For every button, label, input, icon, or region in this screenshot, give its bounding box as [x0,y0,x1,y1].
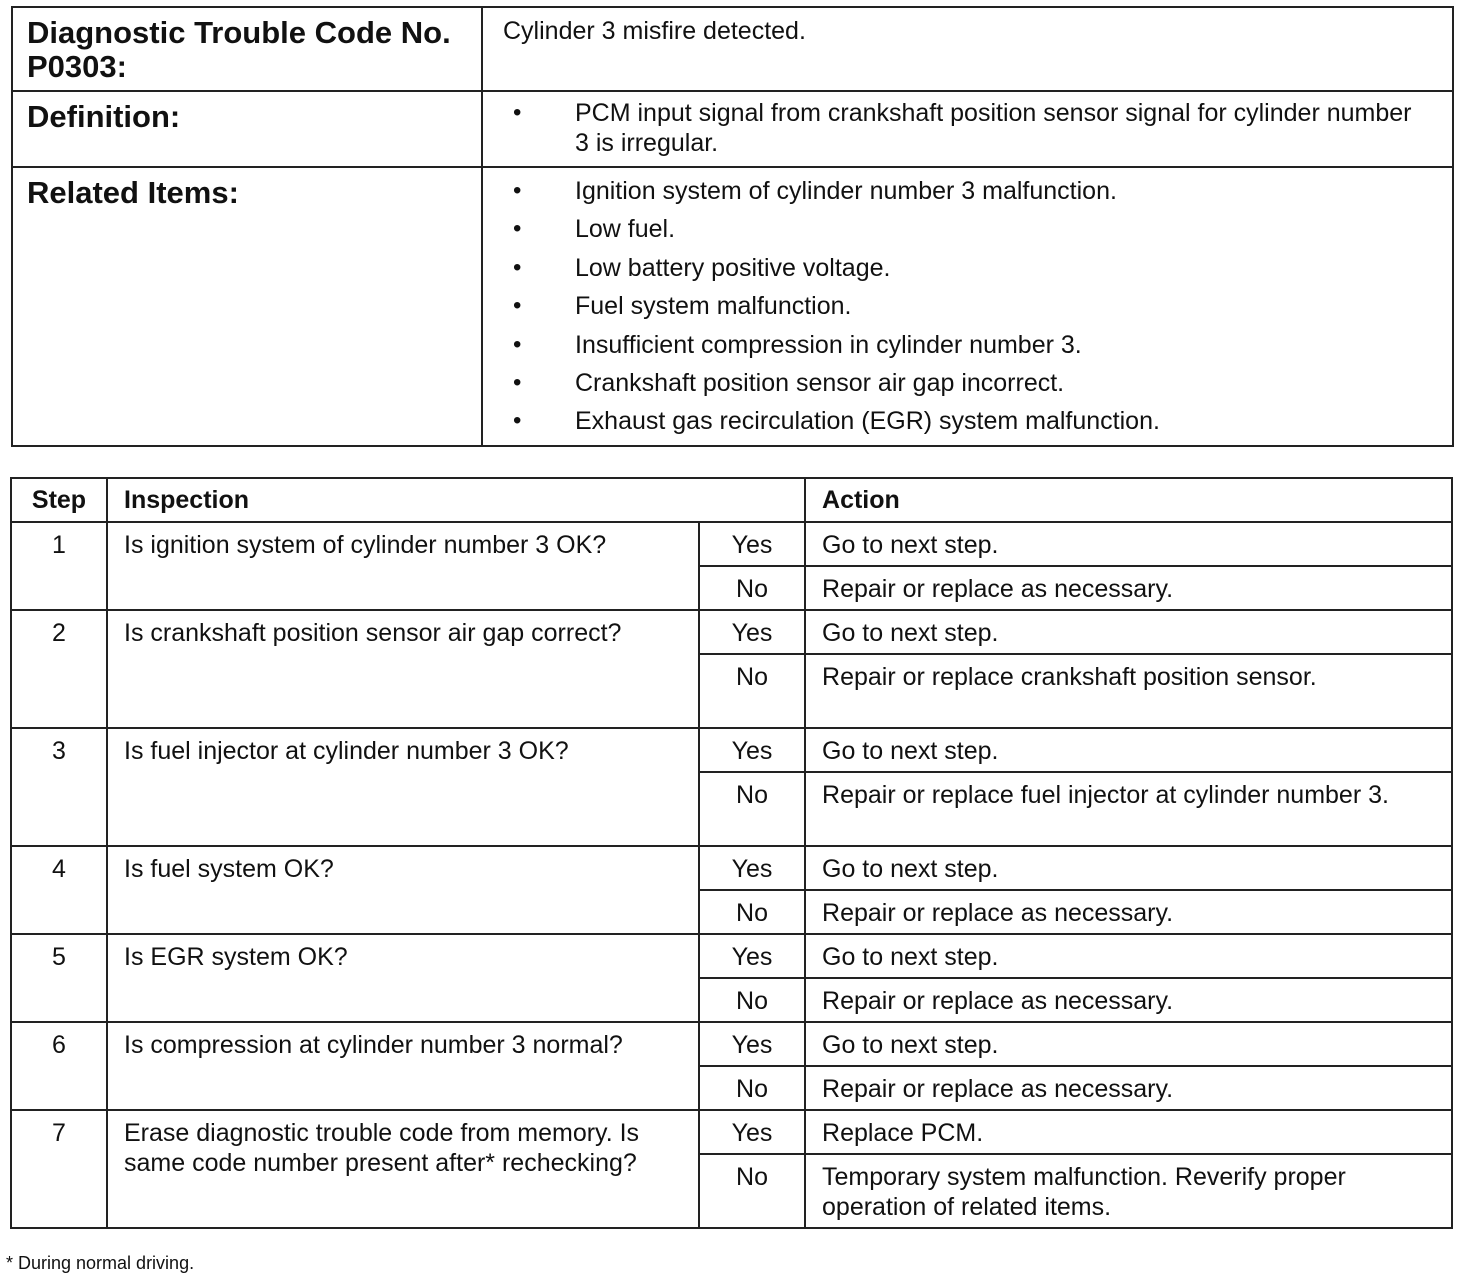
definition-label-cell [12,91,482,167]
yes-action: Replace PCM. [805,1110,1452,1154]
related-item: • Low battery positive voltage. [513,253,891,282]
no-label: No [699,978,805,1022]
related-item: • Low fuel. [513,215,676,244]
bullet-icon: • [513,330,522,358]
no-label: No [699,1154,805,1228]
table-row [11,1022,1452,1066]
yes-label: Yes [699,846,805,890]
yes-action: Go to next step. [805,934,1452,978]
no-label: No [699,1066,805,1110]
column-header-inspection: Inspection [107,478,805,522]
no-action: Repair or replace crankshaft position sensor. [805,654,1452,728]
diagnostic-steps-table [10,477,1453,1229]
no-action: Repair or replace as necessary. [805,978,1452,1022]
step-number: 7 [11,1110,107,1228]
bullet-icon: • [513,177,522,204]
no-label: No [699,566,805,610]
definition-label: Definition: [27,99,181,134]
yes-action: Go to next step. [805,1022,1452,1066]
no-label: No [699,890,805,934]
no-label: No [699,654,805,728]
table-row [11,522,1452,566]
related-value-cell [482,167,1453,446]
yes-label: Yes [699,522,805,566]
dtc-info-table [11,6,1454,447]
related-item: • Fuel system malfunction. [513,292,852,321]
yes-label: Yes [699,934,805,978]
bullet-icon: • [513,253,522,281]
related-item: • Exhaust gas recirculation (EGR) system malfunction. [513,407,1160,436]
table-row [11,934,1452,978]
yes-action: Go to next step. [805,610,1452,654]
related-item: • Ignition system of cylinder number 3 malfunction. [513,177,1117,205]
inspection-text: Is EGR system OK? [107,934,699,1022]
no-label: No [699,772,805,846]
related-item: • Crankshaft position sensor air gap incorrect. [513,368,1065,397]
table-row [11,610,1452,654]
yes-label: Yes [699,1110,805,1154]
definition-item: • PCM input signal from crankshaft position sensor signal for cylinder number 3 is irregular. [513,99,1412,157]
dtc-label-cell [12,7,482,91]
related-label-cell [12,167,482,446]
yes-action: Go to next step. [805,846,1452,890]
yes-label: Yes [699,1022,805,1066]
column-header-action: Action [805,478,1452,522]
no-action: Temporary system malfunction. Reverify proper operation of related items. [805,1154,1452,1228]
table-row [11,846,1452,890]
inspection-text: Is crankshaft position sensor air gap correct? [107,610,699,728]
inspection-text: Is ignition system of cylinder number 3 OK? [107,522,699,610]
table-row [11,728,1452,772]
column-header-step: Step [11,478,107,522]
yes-action: Go to next step. [805,728,1452,772]
related-item: • Insufficient compression in cylinder number 3. [513,330,1082,359]
inspection-text: Is fuel system OK? [107,846,699,934]
no-action: Repair or replace as necessary. [805,1066,1452,1110]
footnote: * During normal driving. [6,1253,195,1273]
table-row [11,1110,1452,1154]
step-number: 1 [11,522,107,610]
bullet-icon: • [513,215,522,243]
dtc-label: Diagnostic Trouble Code No. P0303: [27,15,451,84]
bullet-icon: • [513,407,522,435]
yes-label: Yes [699,610,805,654]
step-number: 4 [11,846,107,934]
yes-action: Go to next step. [805,522,1452,566]
definition-list [483,92,1452,158]
dtc-value-cell [482,7,1453,91]
step-number: 6 [11,1022,107,1110]
no-action: Repair or replace as necessary. [805,566,1452,610]
dtc-value: Cylinder 3 misfire detected. [503,17,806,45]
no-action: Repair or replace fuel injector at cylinder number 3. [805,772,1452,846]
inspection-text: Is compression at cylinder number 3 normal? [107,1022,699,1110]
step-number: 5 [11,934,107,1022]
yes-label: Yes [699,728,805,772]
bullet-icon: • [513,292,522,320]
related-items-list [483,168,1452,436]
step-number: 3 [11,728,107,846]
related-label: Related Items: [27,175,239,210]
no-action: Repair or replace as necessary. [805,890,1452,934]
inspection-text: Erase diagnostic trouble code from memory. Is same code number present after* rechecking? [107,1110,699,1228]
table-header-row [11,478,1452,522]
inspection-text: Is fuel injector at cylinder number 3 OK? [107,728,699,846]
definition-value-cell [482,91,1453,167]
bullet-icon: • [513,99,522,126]
bullet-icon: • [513,368,522,396]
step-number: 2 [11,610,107,728]
